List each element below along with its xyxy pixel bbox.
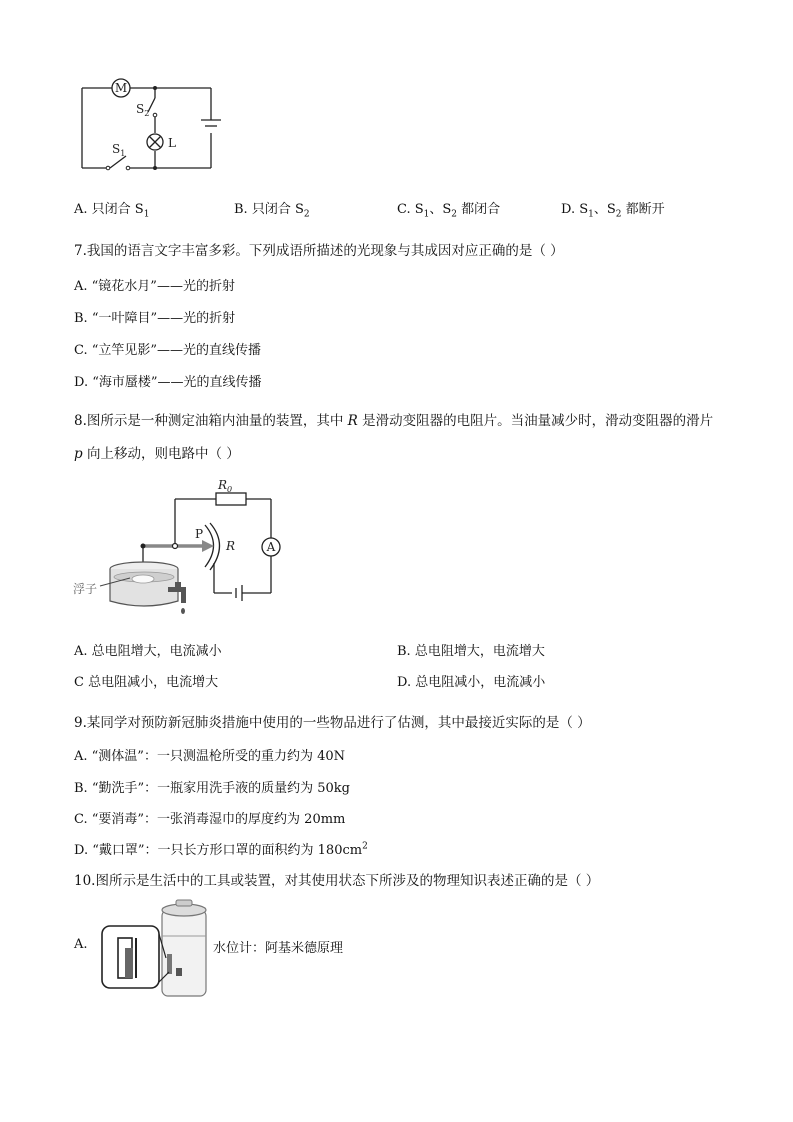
lamp-label: L — [168, 136, 176, 150]
motor-label: M — [114, 81, 128, 95]
q8-option-a: A. 总电阻增大，电流减小 — [74, 644, 222, 659]
q8-stem-line2: p 向上移动，则电路中（ ） — [74, 446, 240, 462]
q7-option-b: B. “一叶障目”——光的折射 — [74, 311, 236, 326]
circuit-diagram-q6 — [0, 0, 793, 200]
q10-stem: 10.图所示是生活中的工具或装置，对其使用状态下所涉及的物理知识表述正确的是（ ） — [74, 873, 600, 889]
q7-option-a: A. “镜花水月”——光的折射 — [74, 279, 235, 294]
q8-option-c: C 总电阻减小，电流增大 — [74, 675, 219, 690]
q8-option-b: B. 总电阻增大，电流增大 — [397, 644, 545, 659]
q6-option-d: D. $S_1$、$S_2$ 都断开 — [561, 202, 665, 220]
q9-stem: 9.某同学对预防新冠肺炎措施中使用的一些物品进行了估测，其中最接近实际的是（ ） — [74, 715, 591, 731]
q7-option-c: C. “立竿见影”——光的直线传播 — [74, 343, 262, 358]
q8-stem-line1: 8.图所示是一种测定油箱内油量的装置，其中 R 是滑动变阻器的电阻片。当油量减少时，滑动变阻器的滑片 — [74, 413, 714, 429]
q9-option-b: B. “勤洗手”：一瓶家用洗手液的质量约为 50kg — [74, 781, 350, 796]
water-level-gauge-image — [0, 898, 793, 998]
q10-option-a-text: 水位计：阿基米德原理 — [213, 941, 344, 956]
s2-label: $S_2$ — [136, 102, 150, 118]
q9-option-c: C. “要消毒”：一张消毒湿巾的厚度约为 20mm — [74, 812, 346, 827]
float-label: 浮子 — [73, 582, 98, 596]
q9-option-a: A. “测体温”：一只测温枪所受的重力约为 40N — [74, 749, 345, 764]
slider-p-label: P — [195, 527, 204, 541]
q7-stem: 7.我国的语言文字丰富多彩。下列成语所描述的光现象与其成因对应正确的是（ ） — [74, 243, 564, 259]
resistor-r-label: R — [226, 539, 236, 553]
q8-option-d: D. 总电阻减小，电流减小 — [397, 675, 546, 690]
r0-label: $R_0$ — [218, 478, 233, 494]
s1-label: $S_1$ — [112, 142, 126, 158]
q10-option-a-letter: A. — [74, 937, 88, 952]
ammeter-label: A — [266, 540, 276, 554]
oil-gauge-diagram-q8 — [0, 475, 793, 615]
q6-option-b: B. 只闭合 $S_2$ — [234, 202, 310, 220]
q6-option-a: A. 只闭合 $S_1$ — [74, 202, 150, 220]
q9-option-d: D. “戴口罩”：一只长方形口罩的面积约为 $180cm^2$ — [74, 841, 368, 858]
q7-option-d: D. “海市蜃楼”——光的直线传播 — [74, 375, 262, 390]
q6-option-c: C. $S_1$、$S_2$ 都闭合 — [397, 202, 501, 220]
